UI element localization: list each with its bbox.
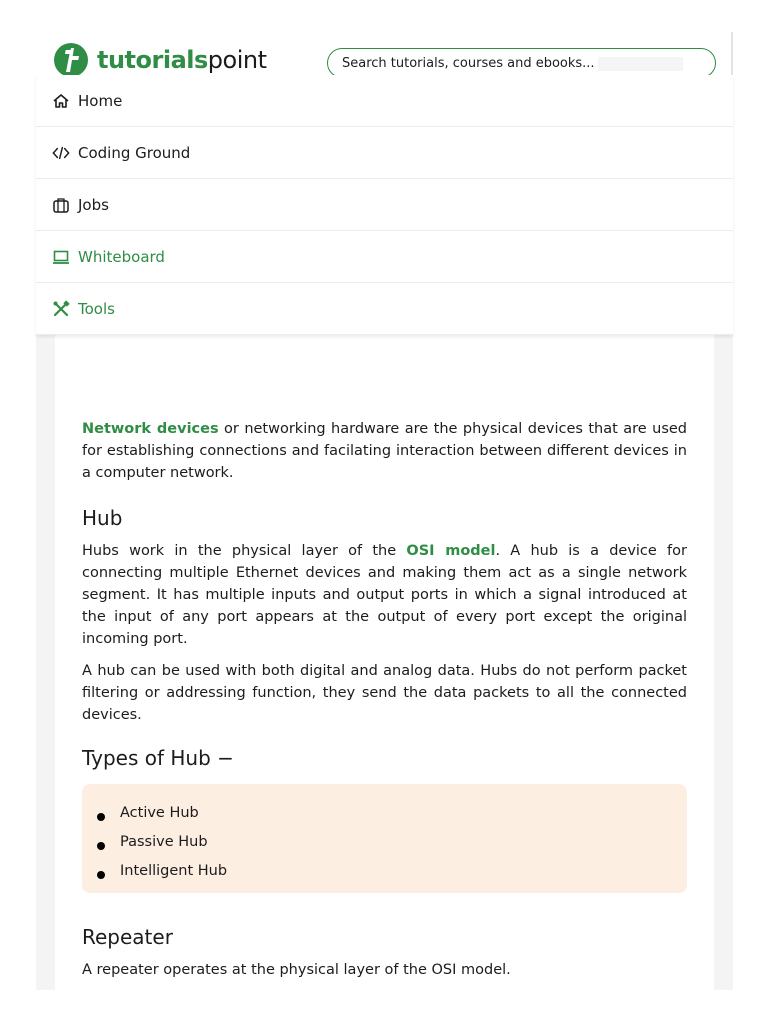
menu-item-coding-ground[interactable] bbox=[36, 127, 733, 179]
menu-item-label: Home bbox=[78, 91, 123, 110]
intro-text: or networking hardware are the physical devices that are used for establishing connections and facilating interaction between different devices in a computer network. bbox=[82, 421, 687, 481]
logo-icon bbox=[53, 42, 89, 78]
menu-item-tools[interactable] bbox=[36, 283, 733, 335]
list-item-label: Intelligent Hub bbox=[120, 862, 228, 879]
osi-model-link[interactable]: OSI model bbox=[406, 543, 496, 559]
types-of-hub-heading: Types of Hub − bbox=[82, 746, 234, 770]
logo-wordmark bbox=[97, 46, 267, 74]
bullet-icon bbox=[97, 871, 105, 879]
nav-menu bbox=[36, 75, 733, 335]
network-devices-link[interactable]: Network devices bbox=[82, 421, 219, 437]
menu-item-label: Whiteboard bbox=[78, 247, 165, 266]
list-item bbox=[82, 856, 687, 885]
menu-item-label: Coding Ground bbox=[78, 143, 191, 162]
search-placeholder: Search tutorials, courses and ebooks... bbox=[342, 56, 595, 71]
tools-icon bbox=[52, 300, 70, 318]
search-input[interactable] bbox=[327, 48, 716, 78]
bullet-icon bbox=[97, 842, 105, 850]
logo-text-part2: point bbox=[207, 46, 267, 74]
list-item bbox=[82, 798, 687, 827]
repeater-paragraph: A repeater operates at the physical layer of the OSI model. bbox=[82, 962, 511, 978]
menu-item-home[interactable] bbox=[36, 75, 733, 127]
repeater-heading: Repeater bbox=[82, 925, 173, 949]
home-icon bbox=[52, 92, 70, 110]
code-icon bbox=[52, 144, 70, 162]
logo-text-part1: tutorials bbox=[97, 46, 208, 74]
list-item bbox=[82, 827, 687, 856]
list-item-label: Active Hub bbox=[120, 804, 199, 821]
menu-item-label: Tools bbox=[78, 299, 115, 318]
hub-text-a: Hubs work in the physical layer of the bbox=[82, 543, 407, 559]
tutorialspoint-logo[interactable] bbox=[53, 42, 267, 78]
menu-item-jobs[interactable] bbox=[36, 179, 733, 231]
list-item-label: Passive Hub bbox=[120, 833, 208, 850]
search-input-fill bbox=[598, 57, 683, 71]
bullet-icon bbox=[97, 813, 105, 821]
hub-heading: Hub bbox=[82, 506, 123, 530]
hub-types-list bbox=[82, 784, 687, 893]
menu-item-label: Jobs bbox=[78, 195, 109, 214]
whiteboard-icon bbox=[52, 248, 70, 266]
briefcase-icon bbox=[52, 196, 70, 214]
menu-item-whiteboard[interactable] bbox=[36, 231, 733, 283]
hub-paragraph-2: A hub can be used with both digital and analog data. Hubs do not perform packet filtering or addressing function, they send the data packets to all the connected devices. bbox=[82, 663, 687, 723]
intro-paragraph bbox=[82, 418, 687, 484]
hub-paragraph-1 bbox=[82, 540, 687, 650]
article-content bbox=[82, 418, 687, 991]
hub-text-b: . A hub is a device for connecting multiple Ethernet devices and making them act as a single network segment. It has multiple inputs and output ports in which a signal introduced at the input of any port appears at the output of every port except the original incoming port. bbox=[82, 543, 687, 647]
